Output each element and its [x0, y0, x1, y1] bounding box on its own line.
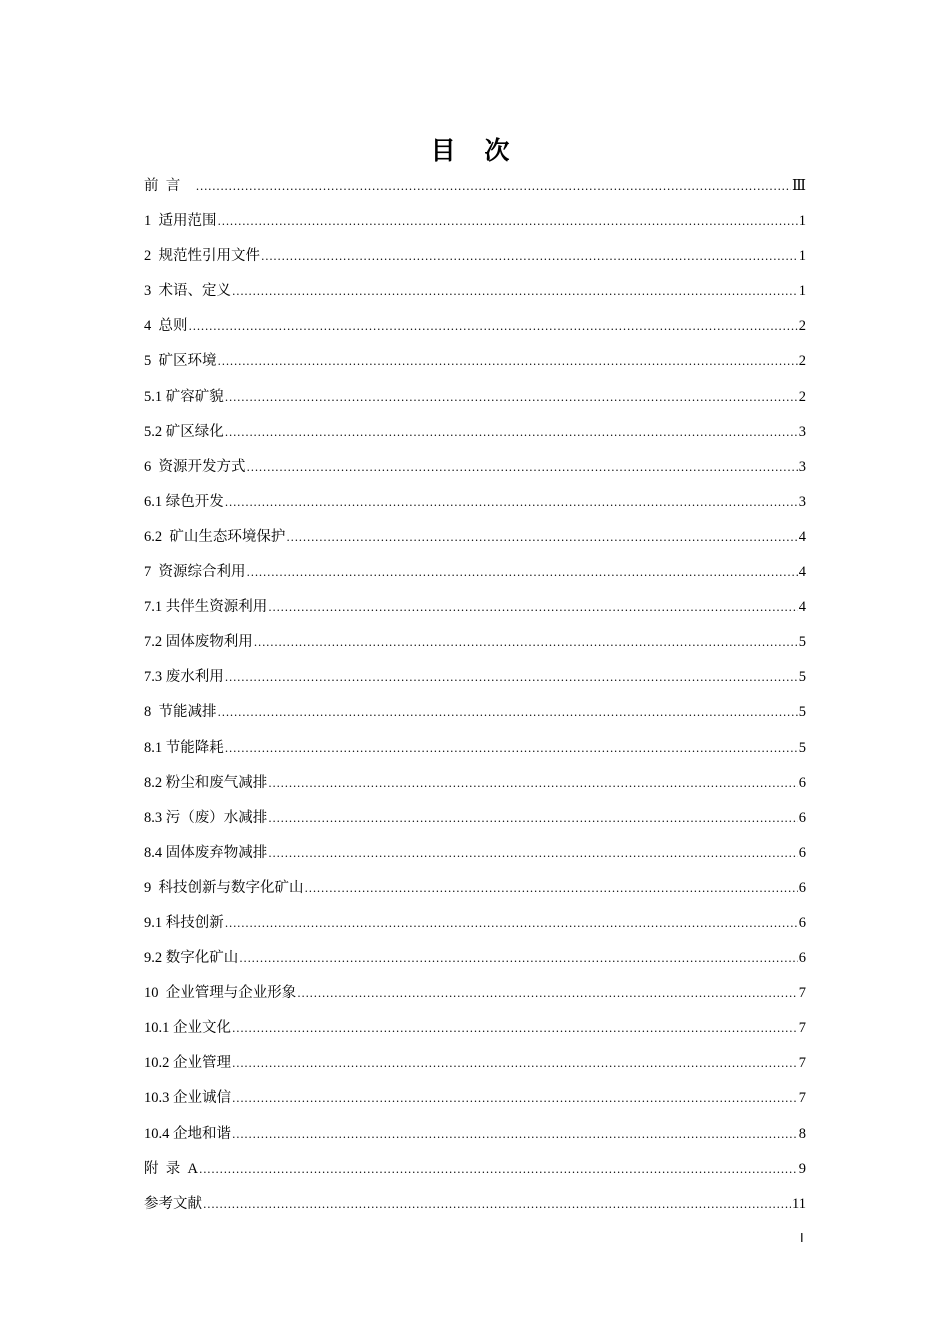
- toc-entry[interactable]: [144, 596, 806, 631]
- footer-page-number: I: [800, 1230, 804, 1245]
- toc-entry[interactable]: [144, 737, 806, 772]
- dot-leader: [232, 1053, 798, 1075]
- dot-leader: [239, 948, 798, 970]
- toc-entry-page: 9: [798, 1160, 806, 1177]
- toc-entry-label: 6.1 绿色开发: [144, 493, 224, 510]
- toc-entry-page: 5: [798, 669, 806, 686]
- toc-entry-label: 8.3 污（废）水减排: [144, 809, 268, 826]
- dot-leader: [297, 983, 798, 1005]
- toc-entry-page: 6: [798, 950, 806, 967]
- toc-entry-page: 3: [798, 423, 806, 440]
- dot-leader: [232, 1124, 798, 1146]
- toc-entry-page: 2: [798, 318, 806, 335]
- toc-entry-label: 8.2 粉尘和废气减排: [144, 774, 268, 791]
- toc-entry-label: 10.2 企业管理: [144, 1055, 231, 1072]
- dot-leader: [225, 667, 798, 689]
- toc-entry-page: 4: [798, 528, 806, 545]
- toc-entry-page: 5: [798, 634, 806, 651]
- toc-entry-page: 6: [798, 809, 806, 826]
- toc-entry[interactable]: [144, 1052, 806, 1087]
- toc-entry-label: 8.4 固体废弃物减排: [144, 844, 268, 861]
- dot-leader: [232, 1088, 798, 1110]
- toc-entry-page: 8: [798, 1125, 806, 1142]
- toc-entry-label: 5.2 矿区绿化: [144, 423, 224, 440]
- dot-leader: [199, 1159, 798, 1181]
- toc-entry-label: 4 总则: [144, 318, 188, 335]
- dot-leader: [268, 773, 798, 795]
- dot-leader: [225, 492, 798, 514]
- toc-entry[interactable]: [144, 491, 806, 526]
- dot-leader: [225, 738, 798, 760]
- toc-entry-label: 10.3 企业诚信: [144, 1090, 231, 1107]
- dot-leader: [189, 316, 798, 338]
- toc-entry-page: 5: [798, 704, 806, 721]
- dot-leader: [286, 527, 797, 549]
- dot-leader: [203, 1194, 791, 1216]
- toc-entry-page: 1: [798, 213, 806, 230]
- toc-entry-label: 10 企业管理与企业形象: [144, 985, 297, 1002]
- toc-entry[interactable]: [144, 245, 806, 280]
- toc-entry-page: 7: [798, 1090, 806, 1107]
- toc-entry-label: 6 资源开发方式: [144, 458, 246, 475]
- dot-leader: [218, 211, 798, 233]
- toc-entry-page: Ⅲ: [792, 178, 806, 194]
- toc-entry-label: 9 科技创新与数字化矿山: [144, 879, 304, 896]
- toc-entry-page: 6: [798, 879, 806, 896]
- dot-leader: [225, 422, 798, 444]
- toc-entry-page: 6: [798, 844, 806, 861]
- toc-entry-label: 5.1 矿容矿貌: [144, 388, 224, 405]
- table-of-contents: [144, 175, 806, 1228]
- toc-entry-page: 3: [798, 458, 806, 475]
- toc-entry-label: 附 录 A: [144, 1160, 198, 1177]
- dot-leader: [268, 843, 798, 865]
- toc-entry-label: 10.4 企地和谐: [144, 1125, 231, 1142]
- toc-entry-page: 1: [798, 283, 806, 300]
- toc-entry-page: 6: [798, 774, 806, 791]
- page-title: 目 次: [430, 136, 520, 165]
- toc-entry-label: 7 资源综合利用: [144, 564, 246, 581]
- toc-entry-label: 7.1 共伴生资源利用: [144, 599, 268, 616]
- toc-entry[interactable]: [144, 350, 806, 385]
- toc-entry[interactable]: [144, 982, 806, 1017]
- toc-entry[interactable]: [144, 175, 806, 210]
- toc-entry-page: 2: [798, 388, 806, 405]
- toc-entry-page: 1: [798, 248, 806, 265]
- toc-entry-page: 7: [798, 985, 806, 1002]
- toc-entry-label: 6.2 矿山生态环境保护: [144, 528, 286, 545]
- toc-entry-page: 7: [798, 1020, 806, 1037]
- dot-leader: [225, 913, 798, 935]
- dot-leader: [232, 281, 798, 303]
- toc-entry[interactable]: [144, 1193, 806, 1228]
- toc-entry[interactable]: [144, 386, 806, 421]
- toc-entry-label: 9.2 数字化矿山: [144, 950, 239, 967]
- toc-entry-label: 1 适用范围: [144, 213, 217, 230]
- toc-entry-page: 7: [798, 1055, 806, 1072]
- toc-entry-page: 4: [798, 564, 806, 581]
- toc-entry-label: 10.1 企业文化: [144, 1020, 231, 1037]
- toc-entry-label: 7.2 固体废物利用: [144, 634, 253, 651]
- toc-entry-label: 前 言: [144, 178, 195, 194]
- toc-entry-page: 11: [792, 1195, 806, 1212]
- toc-entry[interactable]: [144, 807, 806, 842]
- dot-leader: [196, 176, 791, 198]
- toc-entry[interactable]: [144, 210, 806, 245]
- toc-entry-label: 参考文献: [144, 1195, 202, 1212]
- dot-leader: [305, 878, 798, 900]
- toc-entry[interactable]: [144, 315, 806, 350]
- toc-entry-page: 3: [798, 493, 806, 510]
- toc-entry[interactable]: [144, 1017, 806, 1052]
- toc-entry-label: 8 节能减排: [144, 704, 217, 721]
- dot-leader: [225, 387, 798, 409]
- toc-entry[interactable]: [144, 772, 806, 807]
- toc-entry-page: 4: [798, 599, 806, 616]
- dot-leader: [218, 702, 798, 724]
- toc-entry[interactable]: [144, 842, 806, 877]
- dot-leader: [247, 457, 798, 479]
- toc-entry-label: 9.1 科技创新: [144, 914, 224, 931]
- dot-leader: [218, 351, 798, 373]
- toc-entry[interactable]: [144, 421, 806, 456]
- dot-leader: [268, 597, 798, 619]
- toc-entry-label: 2 规范性引用文件: [144, 248, 260, 265]
- toc-entry-label: 7.3 废水利用: [144, 669, 224, 686]
- toc-entry[interactable]: [144, 1087, 806, 1122]
- toc-entry-label: 3 术语、定义: [144, 283, 231, 300]
- dot-leader: [232, 1018, 798, 1040]
- toc-entry-page: 6: [798, 914, 806, 931]
- toc-entry[interactable]: [144, 456, 806, 491]
- toc-entry[interactable]: [144, 1123, 806, 1158]
- toc-entry-label: 5 矿区环境: [144, 353, 217, 370]
- toc-entry-label: 8.1 节能降耗: [144, 739, 224, 756]
- toc-entry[interactable]: [144, 666, 806, 701]
- toc-entry-page: 5: [798, 739, 806, 756]
- toc-entry[interactable]: [144, 561, 806, 596]
- dot-leader: [268, 808, 798, 830]
- toc-entry[interactable]: [144, 631, 806, 666]
- toc-entry[interactable]: [144, 701, 806, 736]
- toc-entry[interactable]: [144, 526, 806, 561]
- toc-entry[interactable]: [144, 947, 806, 982]
- toc-entry[interactable]: [144, 912, 806, 947]
- toc-entry[interactable]: [144, 1158, 806, 1193]
- toc-entry-page: 2: [798, 353, 806, 370]
- toc-entry[interactable]: [144, 280, 806, 315]
- dot-leader: [261, 246, 798, 268]
- dot-leader: [247, 562, 798, 584]
- toc-entry[interactable]: [144, 877, 806, 912]
- dot-leader: [254, 632, 798, 654]
